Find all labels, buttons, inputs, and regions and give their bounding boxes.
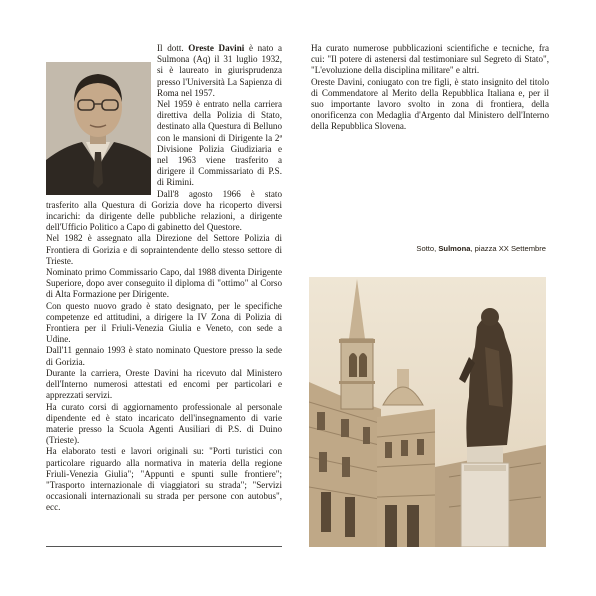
portrait-photo xyxy=(46,62,151,195)
person-name: Oreste Davini xyxy=(188,43,245,53)
honors-paragraph: Oreste Davini, coniugato con tre figli, è stato insignito del titolo di Commendatore al Merito della Repubblica Italiana e, per il suo importante lavoro svolto in zona di frontiera, della onorificenza con Medaglia d'Argento dal Ministero dell'Interno della Repubblica Slovena. xyxy=(311,76,549,132)
publications-paragraph: Ha curato numerose pubblicazioni scientifiche e tecniche, fra cui: "Il potere di astenersi dal testimoniare sul Segreto di Stato", "L'evoluzione della disciplina militare" e altri. xyxy=(311,43,549,76)
career-paragraph-1988: Nominato primo Commissario Capo, dal 1988 diventa Dirigente Superiore, dopo aver conseguito il diploma di "ottimo" al Corso di Alta Formazione per Dirigente. xyxy=(46,267,282,300)
career-paragraph-1982: Nel 1982 è assegnato alla Direzione del Settore Polizia di Frontiera di Gorizia e di sopraintendente dello stesso settore di Trieste. xyxy=(46,233,282,266)
teaching-paragraph: Ha curato corsi di aggiornamento professionale al personale dipendente ed è stato incaricato dell'insegnamento di varie materie presso la Scuola Agenti Ausiliari di P.S. di Duino (Trieste). xyxy=(46,401,282,446)
right-text-column xyxy=(311,43,549,133)
career-paragraph-1993: Dall'11 gennaio 1993 è stato nominato Questore presso la sede di Gorizia. xyxy=(46,345,282,367)
piazza-photo xyxy=(309,277,546,547)
caption-rest: , piazza XX Settembre xyxy=(470,244,546,253)
career-paragraph-udine: Con questo nuovo grado è stato designato, per le specifiche competenze ed attitudini, a dirigere la IV Zona di Polizia di Frontiera per il Friuli-Venezia Giulia e Veneto, con sede a Udine. xyxy=(46,300,282,345)
career-paragraph-1959: Nel 1959 è entrato nella carriera direttiva della Polizia di Stato, destinato alla Questura di Belluno con le mansioni di Dirigente la 2ª Divisione Polizia Giudiziaria e nel 1963 viene trasferito a dirigere il Commissariato di P.S. di Rimini. xyxy=(157,99,282,188)
works-paragraph: Ha elaborato testi e lavori originali su: "Porti turistici con particolare riguardo alla normativa in materia della regione Friuli-Venezia Giulia"; "Appunti e spunti sulle frontiere"; "Trasporto internazionale di viaggiatori su strada"; "Servizi occasionali internazionali su strada per persone con autobus", ecc. xyxy=(46,446,282,513)
photo-caption xyxy=(400,244,546,253)
bottom-rule xyxy=(46,546,282,547)
caption-prefix: Sotto, xyxy=(416,244,439,253)
awards-paragraph: Durante la carriera, Oreste Davini ha ricevuto dal Ministero dell'Interno numerosi attestati ed encomi per particolari e apprezzati servizi. xyxy=(46,367,282,401)
intro-rest: è nato a Sulmona (Aq) il 31 luglio 1932, si è laureato in giurisprudenza presso l'Università La Sapienza di Roma nel 1957. xyxy=(157,43,282,98)
caption-place: Sulmona xyxy=(438,244,471,253)
left-text-column xyxy=(46,43,282,514)
intro-prefix: Il dott. xyxy=(157,43,189,53)
career-paragraph-1966: Dall'8 agosto 1966 è stato trasferito alla Questura di Gorizia dove ha ricoperto diversi incarichi: da dirigente delle pubbliche relazioni, a dirigente dell'Ufficio Politico a Capo di gabinetto del Questore. xyxy=(46,188,282,233)
